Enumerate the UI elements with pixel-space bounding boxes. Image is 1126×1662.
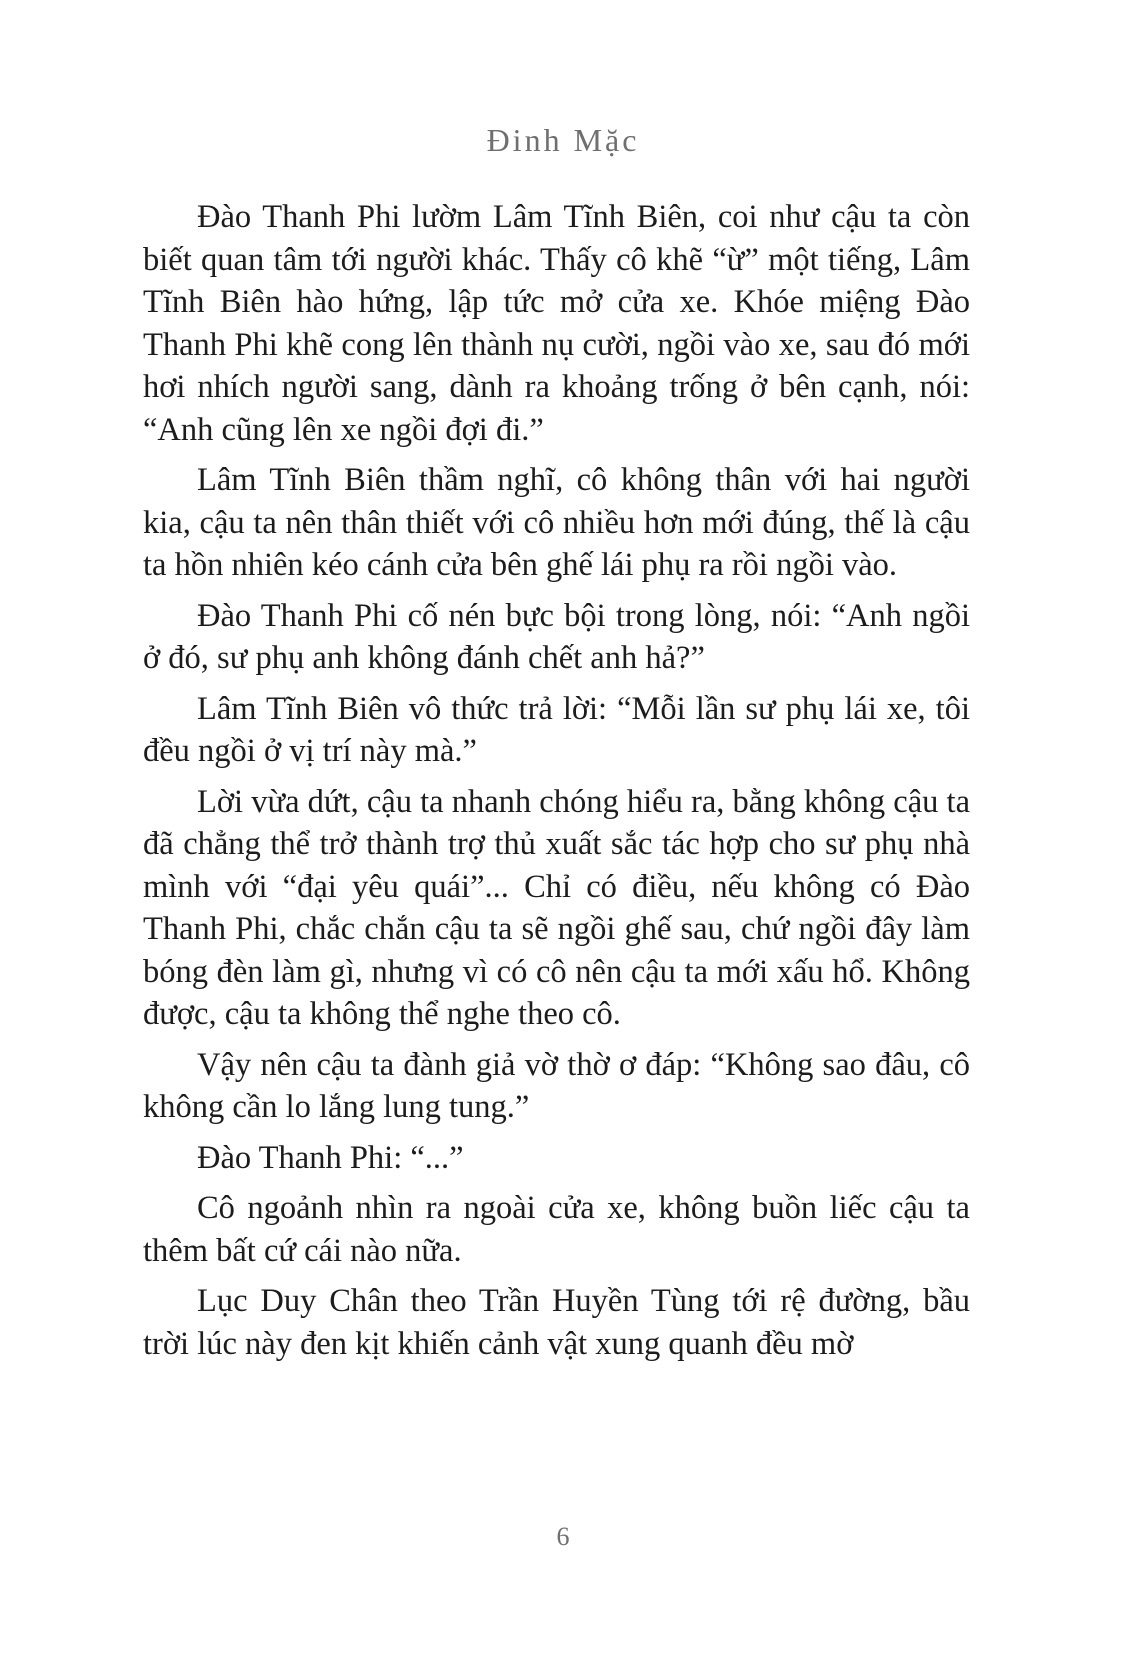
paragraph: Lâm Tĩnh Biên vô thức trả lời: “Mỗi lần sư phụ lái xe, tôi đều ngồi ở vị trí này mà.” xyxy=(143,690,970,769)
paragraph: Đào Thanh Phi lườm Lâm Tĩnh Biên, coi như cậu ta còn biết quan tâm tới người khác. Thấy cô khẽ “ừ” một tiếng, Lâm Tĩnh Biên hào hứng, lập tức mở cửa xe. Khóe miệng Đào Thanh Phi khẽ cong lên thành nụ cười, ngồi vào xe, sau đó mới hơi nhích người sang, dành ra khoảng trống ở bên cạnh, nói: “Anh cũng lên xe ngồi đợi đi.” xyxy=(143,199,970,448)
paragraph: Đào Thanh Phi cố nén bực bội trong lòng, nói: “Anh ngồi ở đó, sư phụ anh không đánh chết anh hả?” xyxy=(143,597,970,676)
paragraph: Lời vừa dứt, cậu ta nhanh chóng hiểu ra, bằng không cậu ta đã chẳng thể trở thành trợ thủ xuất sắc tác hợp cho sư phụ nhà mình với “đại yêu quái”... Chỉ có điều, nếu không có Đào Thanh Phi, chắc chắn cậu ta sẽ ngồi ghế sau, chứ ngồi đây làm bóng đèn làm gì, nhưng vì có cô nên cậu ta mới xấu hổ. Không được, cậu ta không thể nghe theo cô. xyxy=(143,783,970,1032)
paragraph: Đào Thanh Phi: “...” xyxy=(197,1139,464,1176)
paragraph: Lục Duy Chân theo Trần Huyền Tùng tới rệ đường, bầu trời lúc này đen kịt khiến cảnh vật xung quanh đều mờ xyxy=(143,1283,970,1362)
paragraph: Vậy nên cậu ta đành giả vờ thờ ơ đáp: “Không sao đâu, cô không cần lo lắng lung tung.” xyxy=(143,1046,970,1125)
running-header-author: Đinh Mặc xyxy=(486,122,640,158)
paragraph: Cô ngoảnh nhìn ra ngoài cửa xe, không buồn liếc cậu ta thêm bất cứ cái nào nữa. xyxy=(143,1190,970,1269)
page-number: 6 xyxy=(556,1522,570,1551)
body-text xyxy=(143,196,970,1373)
paragraph: Lâm Tĩnh Biên thầm nghĩ, cô không thân với hai người kia, cậu ta nên thân thiết với cô nhiều hơn mới đúng, thế là cậu ta hồn nhiên kéo cánh cửa bên ghế lái phụ ra rồi ngồi vào. xyxy=(143,462,970,583)
